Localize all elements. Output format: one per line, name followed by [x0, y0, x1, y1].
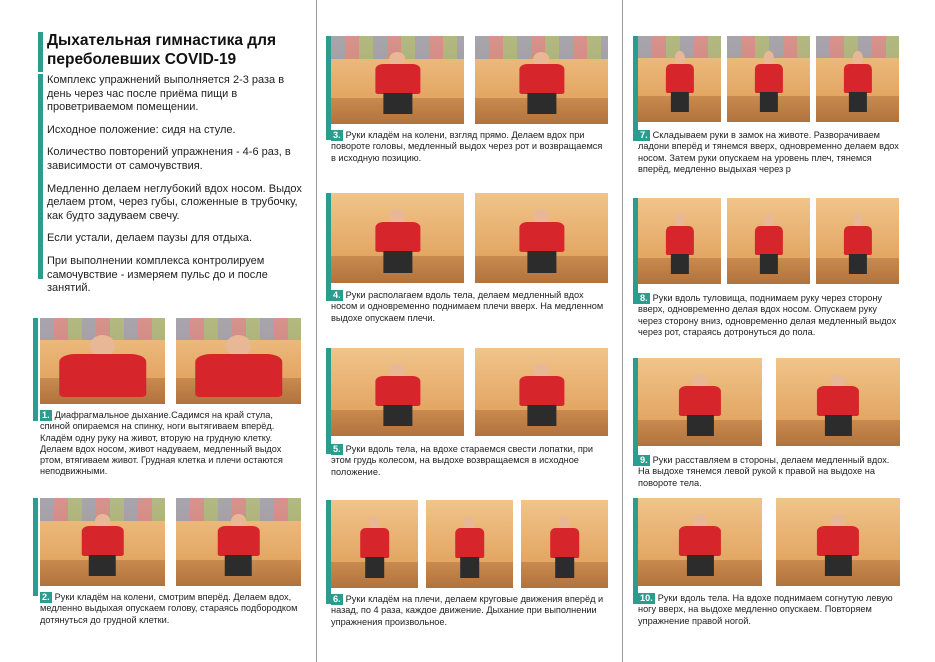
column-divider-1 [316, 0, 317, 662]
exercise-4-caption [331, 290, 607, 324]
exercise-8-photo-a [638, 198, 721, 284]
exercise-8-text: Руки вдоль туловища, поднимаем руку через сторону вверх, одновременно делая вдох носом. Опускаем руку через сторону вниз, одновременно делая медленный выдох через рот, стараясь дотронуться до пола. [638, 293, 897, 337]
exercise-2-number: 2. [42, 592, 50, 602]
exercise-2-text: Руки кладём на колени, смотрим вперёд. Делаем вдох, медленно выдыхая опускаем голову, стараясь подбородком дотянуться до грудной клетки. [40, 592, 298, 625]
exercise-1-accent-bar [33, 318, 38, 421]
exercise-9-number: 9. [640, 455, 648, 465]
exercise-6-number: 6. [333, 594, 341, 604]
exercise-10-number: 10. [640, 593, 653, 603]
exercise-6-accent-bar [326, 500, 331, 604]
exercise-10-accent-bar [633, 498, 638, 604]
exercise-9-text: Руки расставляем в стороны, делаем медленный вдох. На выдохе тянемся левой рукой к правой на выдохе на повороте тела. [638, 455, 890, 488]
exercise-9-accent-bar [633, 358, 638, 466]
exercise-4-number: 4. [333, 290, 341, 300]
title-accent-bar [38, 32, 43, 72]
intro-paragraph: Комплекс упражнений выполняется 2-3 раза в день через час после приёма пищи в проветриваемом помещении. [47, 74, 285, 114]
exercise-5-photo-a [331, 348, 464, 436]
exercise-6-caption [331, 594, 607, 628]
exercise-8-photo-c [816, 198, 899, 284]
exercise-10-photo-b [776, 498, 900, 586]
exercise-5-text: Руки вдоль тела, на вдохе стараемся свести лопатки, при этом грудь колесом, на выдохе возвращаемся в исходное положение. [331, 444, 594, 477]
exercise-7-photo-b [727, 36, 810, 122]
exercise-10-text: Руки вдоль тела. На вдохе поднимаем согнутую левую ногу вверх, на выдохе медленно опускаем. Повторяем упражнение правой ногой. [638, 593, 893, 626]
exercise-10-caption [638, 593, 900, 627]
exercise-3-text: Руки кладём на колени, взгляд прямо. Делаем вдох при повороте головы, медленный выдох через рот и возвращаемся в исходную позицию. [331, 130, 603, 163]
exercise-6-photo-b [426, 500, 513, 588]
exercise-7-text: Складываем руки в замок на животе. Разворачиваем ладони вперёд и тянемся вверх, одновременно делаем вдох носом. Затем руки опускаем на уровень плеч, тянемся вперёд, медленно выдыхая через р [638, 130, 899, 174]
exercise-9-photo-b [776, 358, 900, 446]
exercise-5-photo-b [475, 348, 608, 436]
exercise-1-text: Диафрагмальное дыхание.Садимся на край стула, спиной опираемся на спинку, ноги вытягиваем вперёд. Кладём одну руку на живот, вторую на грудную клетку. Делаем вдох носом, живот надуваем, медленный выдох ртом, втягиваем живот. Грудная клетка и плечи остаются неподвижными. [40, 410, 283, 477]
exercise-7-number: 7. [640, 130, 648, 140]
exercise-8-number: 8. [640, 293, 648, 303]
exercise-1-photo-b [176, 318, 301, 404]
intro-text [47, 74, 309, 305]
intro-paragraph: Если устали, делаем паузы для отдыха. [47, 232, 253, 245]
exercise-3-caption [331, 130, 607, 164]
exercise-4-photo-b [475, 193, 608, 283]
exercise-7-photo-a [638, 36, 721, 122]
exercise-6-photo-c [521, 500, 608, 588]
exercise-10-photo-a [638, 498, 762, 586]
intro-paragraph: Медленно делаем неглубокий вдох носом. Выдох делаем ртом, через губы, сложенные в трубочку, как будто задуваем свечу. [47, 182, 302, 222]
exercise-4-text: Руки располагаем вдоль тела, делаем медленный вдох носом и одновременно поднимаем плечи вверх. На медленном выдохе опускаем плечи. [331, 290, 604, 323]
exercise-5-accent-bar [326, 348, 331, 454]
page-title: Дыхательная гимнастика для переболевших COVID-19 [47, 32, 277, 68]
exercise-6-text: Руки кладём на плечи, делаем круговые движения вперёд и назад, по 4 раза, каждое движение. Дыхание при выполнении упражнения произвольное. [331, 594, 604, 627]
exercise-6-photo-a [331, 500, 418, 588]
exercise-5-number: 5. [333, 444, 341, 454]
exercise-7-accent-bar [633, 36, 638, 141]
intro-paragraph: Количество повторений упражнения - 4-6 раз, в зависимости от самочувствия. [47, 146, 291, 172]
intro-paragraph: При выполнении комплекса контролируем самочувствие - измеряем пульс до и после занятий. [47, 254, 268, 295]
exercise-1-number: 1. [42, 410, 50, 420]
column-divider-2 [622, 0, 623, 662]
exercise-1-caption [40, 410, 304, 478]
exercise-2-accent-bar [33, 498, 38, 596]
exercise-3-number: 3. [333, 130, 341, 140]
exercise-3-accent-bar [326, 36, 331, 140]
intro-accent-bar [38, 74, 43, 279]
exercise-8-caption [638, 293, 900, 338]
exercise-9-caption [638, 455, 900, 489]
exercise-2-caption [40, 592, 304, 626]
exercise-7-photo-c [816, 36, 899, 122]
exercise-9-photo-a [638, 358, 762, 446]
exercise-4-photo-a [331, 193, 464, 283]
exercise-3-photo-a [331, 36, 464, 124]
intro-paragraph: Исходное положение: сидя на стуле. [47, 123, 236, 136]
exercise-4-accent-bar [326, 193, 331, 301]
exercise-2-photo-b [176, 498, 301, 586]
exercise-2-photo-a [40, 498, 165, 586]
exercise-8-accent-bar [633, 198, 638, 304]
exercise-8-photo-b [727, 198, 810, 284]
exercise-1-photo-a [40, 318, 165, 404]
exercise-7-caption [638, 130, 900, 175]
exercise-5-caption [331, 444, 607, 478]
exercise-3-photo-b [475, 36, 608, 124]
